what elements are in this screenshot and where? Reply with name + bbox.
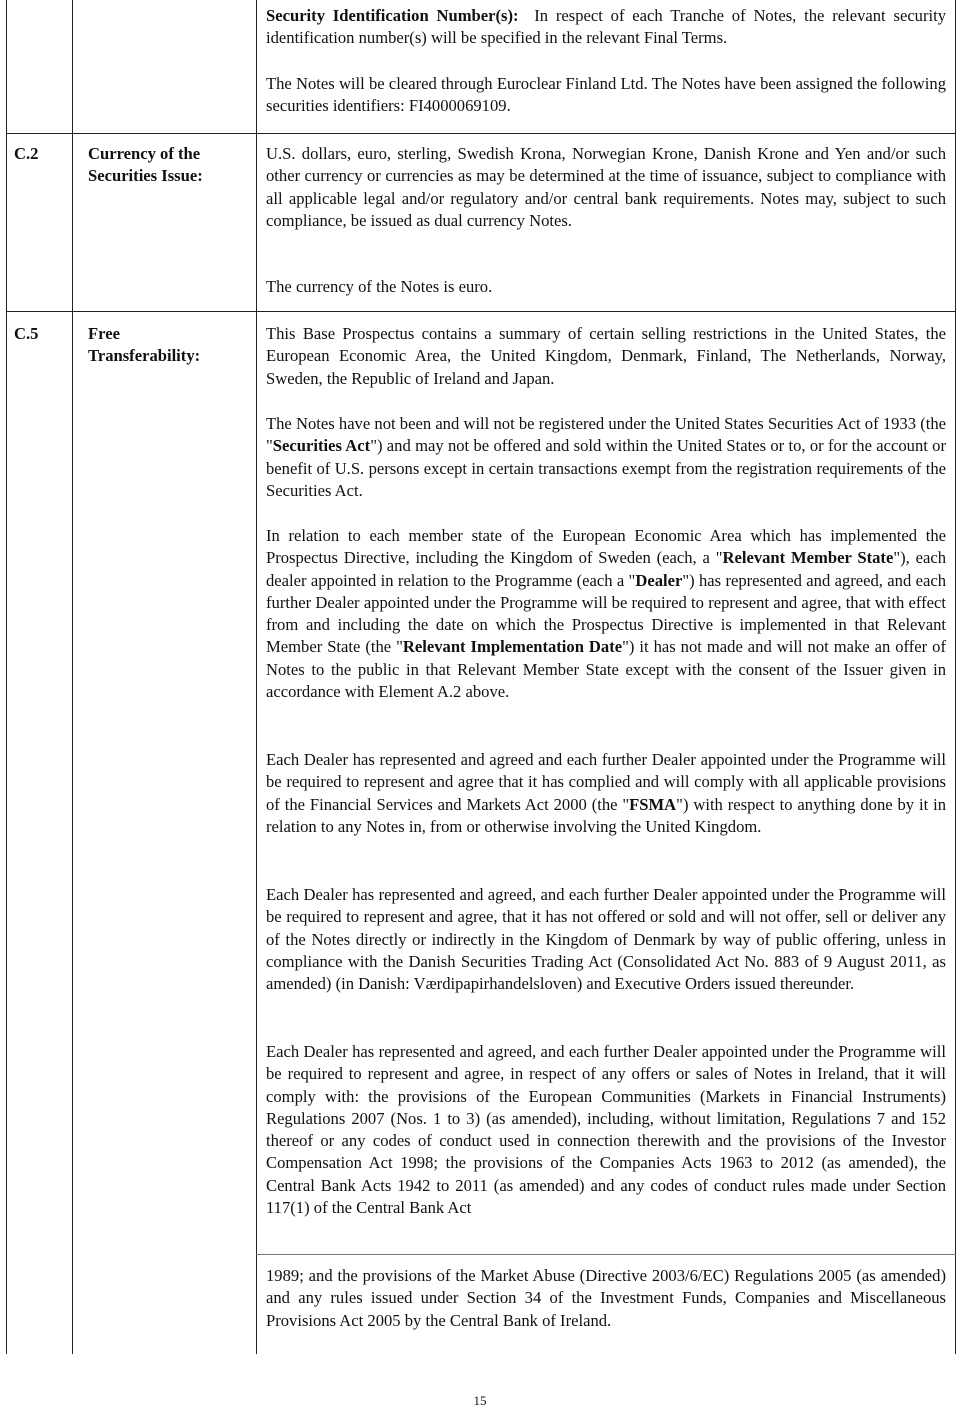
euroclear-paragraph: The Notes will be cleared through Euroclear Finland Ltd. The Notes have been assigned the following securities identifiers: FI4000069109. (266, 74, 946, 116)
row-divider-c2 (6, 133, 956, 134)
currency-title-line1: Currency of the (88, 144, 201, 163)
currency-paragraph: U.S. dollars, euro, sterling, Swedish Krona, Norwegian Krone, Danish Krone and Yen and/or such other currency or currencies as may be determined at the time of issuance, subject to compliance with all applicable legal and/or regulatory and/or central bank requirements. Notes may, subject to such compliance, be issued as dual currency Notes. (266, 144, 946, 230)
ireland-paragraph: Each Dealer has represented and agreed, and each further Dealer appointed under the Programme will be required to represent and agree, in respect of any offers or sales of Notes in Ireland, that it will comply with: the provisions of the European Communities (Markets in Financial Instruments) Regulations 2007 (Nos. 1 to 3) (as amended), including, without limitation, Regulations 7 and 152 thereof or any codes of conduct used in connection therewith and the provisions of the Investor Compensation Act 1998; the provisions of the Companies Acts 1963 to 2012 (as amended), the Central Bank Acts 1942 to 2011 (as amended) and any codes of conduct rules made under Section 117(1) of the Central Bank Act (266, 1042, 946, 1218)
currency-euro-paragraph: The currency of the Notes is euro. (266, 277, 493, 296)
element-code-c2: C.2 (14, 144, 39, 163)
table-border-left (6, 0, 7, 1354)
row-divider-c5 (6, 311, 956, 312)
eea-text-3: ") has represented and agreed, and each further Dealer appointed under the Programme will be required to represent and agree, that with effect from and including the date on which the Prospectus Directive is implemented in that Relevant Member State (the " (266, 570, 946, 657)
securities-act-text-2: ") and may not be offered and sold within the United States or to, or for the account or benefit of U.S. persons except in certain transactions exempt from the registration requirements of the Securities Act. (266, 436, 947, 500)
relevant-implementation-date-term: Relevant Implementation Date (402, 637, 623, 657)
securities-act-term: Securities Act (272, 436, 371, 456)
transferability-title-line1: Free (88, 324, 120, 343)
table-divider-2 (256, 0, 257, 1354)
page-number: 15 (473, 1393, 487, 1408)
eea-text-2: "), each dealer appointed in relation to the Programme (each a " (266, 548, 946, 590)
fsma-text-2: ") with respect to anything done by it in relation to any Notes in, from or otherwise involving the United Kingdom. (266, 794, 946, 836)
fsma-term: FSMA (629, 794, 677, 814)
transferability-title-line2: Transferability: (88, 346, 201, 365)
eea-text-1: In relation to each member state of the European Economic Area which has implemented the Prospectus Directive, including the Kingdom of Sweden (each, a " (266, 526, 946, 568)
fsma-text-1: Each Dealer has represented and agreed and each further Dealer appointed under the Programme will be required to represent and agree that it has complied and will comply with all applicable provisions of the Financial Services and Markets Act 2000 (the " (266, 750, 946, 814)
denmark-paragraph: Each Dealer has represented and agreed, and each further Dealer appointed under the Programme will be required to represent and agree, that it has not offered or sold and will not offer, sell or deliver any of the Notes directly or indirectly in the Kingdom of Denmark by way of public offering, unless in compliance with the Danish Securities Trading Act (Consolidated Act No. 883 of 9 August 2011, as amended) (in Danish: Værdipapirhandelsloven) and Executive Orders issued thereunder. (266, 885, 946, 994)
element-code-c5: C.5 (14, 324, 39, 343)
row-divider-continuation (256, 1254, 956, 1255)
table-border-right (955, 0, 956, 1354)
securities-act-paragraph (266, 413, 946, 502)
dealer-term: Dealer (635, 570, 683, 590)
eea-paragraph (266, 525, 946, 703)
selling-restrictions-paragraph: This Base Prospectus contains a summary of certain selling restrictions in the United States, the European Economic Area, the United Kingdom, Denmark, Finland, The Netherlands, Norway, Sweden, the Republic of Ireland and Japan. (266, 324, 946, 388)
table-divider-1 (72, 0, 73, 1354)
security-identification-paragraph (266, 5, 946, 50)
security-identification-label: Security Identification Number(s): (266, 6, 519, 25)
securities-act-text-1: The Notes have not been and will not be registered under the United States Securities Act of 1933 (the " (266, 414, 946, 456)
fsma-paragraph (266, 749, 946, 838)
security-identification-text: In respect of each Tranche of Notes, the relevant security identification number(s) will be specified in the relevant Final Terms. (266, 6, 947, 48)
currency-title-line2: Securities Issue: (88, 166, 203, 185)
eea-text-4: ") it has not made and will not make an offer of Notes to the public in that Relevant Member State except with the consent of the Issuer given in accordance with Element A.2 above. (266, 637, 946, 702)
market-abuse-paragraph: 1989; and the provisions of the Market Abuse (Directive 2003/6/EC) Regulations 2005 (as amended) and any rules issued under Section 34 of the Investment Funds, Companies and Miscellaneous Provisions Act 2005 by the Central Bank of Ireland. (266, 1266, 946, 1330)
relevant-member-state-term: Relevant Member State (722, 548, 894, 568)
